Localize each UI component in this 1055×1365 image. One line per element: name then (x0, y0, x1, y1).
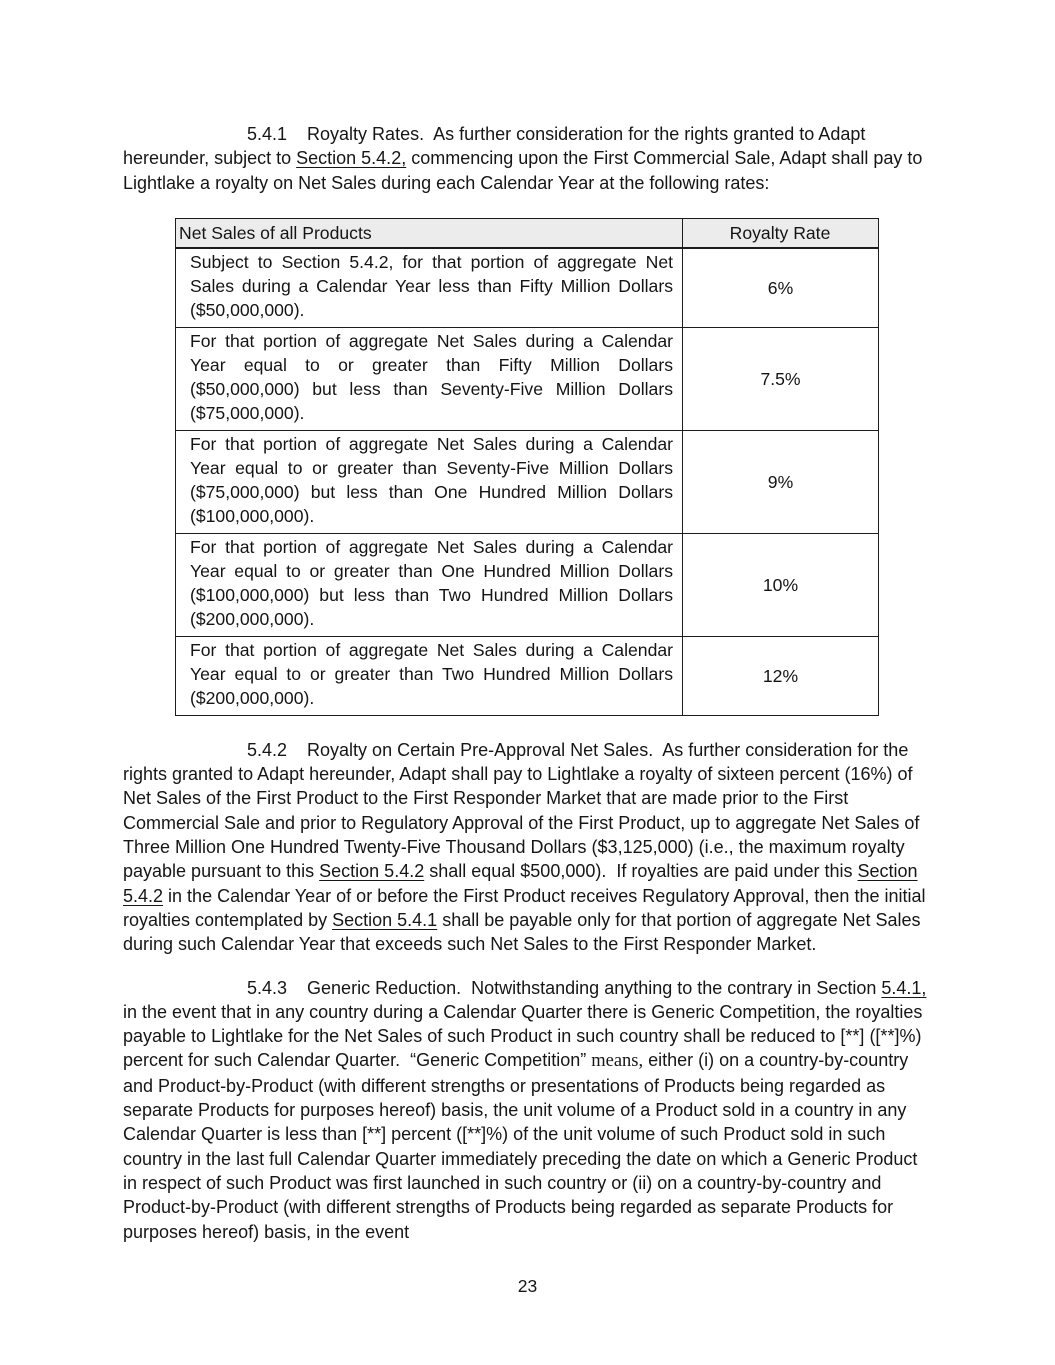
royalty-rate-cell: 12% (683, 636, 879, 715)
underlined-text-run: Section 5.4.2 (319, 861, 425, 882)
column-header-net-sales: Net Sales of all Products (176, 218, 683, 248)
paragraph-royalty-rates (123, 122, 932, 195)
net-sales-description-cell: Subject to Section 5.4.2, for that portion of aggregate Net Sales during a Calendar Year less than Fifty Million Dollars ($50,000,000). (176, 248, 683, 328)
table-row (176, 248, 879, 328)
net-sales-description-cell: For that portion of aggregate Net Sales during a Calendar Year equal to or greater than Seventy-Five Million Dollars ($75,000,000) but less than One Hundred Million Dollars ($100,000,000). (176, 430, 683, 533)
net-sales-description-cell: For that portion of aggregate Net Sales during a Calendar Year equal to or greater than Two Hundred Million Dollars ($200,000,000). (176, 636, 683, 715)
net-sales-description-cell: For that portion of aggregate Net Sales during a Calendar Year equal to or greater than Fifty Million Dollars ($50,000,000) but less than Seventy-Five Million Dollars ($75,000,000). (176, 327, 683, 430)
text-run: 5.4.2 Royalty on Certain Pre-Approval Net Sales. As further consideration for the rights granted to Adapt hereunder, Adapt shall pay to Lightlake a royalty of sixteen percent (16%) of Net Sales of the First Product to the First Responder Market that are made prior to the First Commercial Sale and prior to Regulatory Approval of the First Product, up to aggregate Net Sales of Three Million One Hundred Twenty-Five Thousand Dollars ($3,125,000) (i.e., the maximum royalty payable pursuant to this (123, 739, 920, 882)
royalty-rate-cell: 6% (683, 248, 879, 328)
table-row (176, 636, 879, 715)
royalty-rate-cell: 9% (683, 430, 879, 533)
underlined-text-run: 5.4.1, (881, 977, 927, 998)
table-body (176, 248, 879, 716)
table-header (176, 218, 879, 248)
paragraph-preapproval-royalty (123, 738, 932, 957)
text-run: commencing upon the First Commercial Sale, Adapt shall pay to Lightlake a royalty on Net Sales during each Calendar Year at the following rates: (123, 148, 923, 193)
net-sales-description-cell: For that portion of aggregate Net Sales during a Calendar Year equal to or greater than One Hundred Million Dollars ($100,000,000) but less than Two Hundred Million Dollars ($200,000,000). (176, 533, 683, 636)
serif-text-run: means, (591, 1051, 644, 1072)
table-header-row (176, 218, 879, 248)
royalty-rate-cell: 7.5% (683, 327, 879, 430)
text-run: in the event that in any country during a Calendar Quarter there is Generic Competition, the royalties payable to Lightlake for the Net Sales of such Product in such country shall be reduced to [**] ([**]%) percent for such Calendar Quarter. “Generic Competition” (123, 1001, 923, 1071)
column-header-royalty-rate: Royalty Rate (683, 218, 879, 248)
text-run: 5.4.1 Royalty Rates. As further consideration for the rights granted to Adapt hereunder, subject to (123, 124, 866, 169)
paragraph-generic-reduction (123, 976, 932, 1244)
page-content (123, 122, 932, 1244)
text-run: in the Calendar Year of or before the First Product receives Regulatory Approval, then the initial royalties contemplated by (123, 885, 926, 930)
text-run: 5.4.3 Generic Reduction. Notwithstanding anything to the contrary in Section (247, 977, 882, 998)
table-row (176, 533, 879, 636)
underlined-text-run: Section 5.4.1 (332, 909, 438, 930)
table-row (176, 327, 879, 430)
underlined-text-run: Section 5.4.2, (296, 148, 407, 169)
royalty-rate-cell: 10% (683, 533, 879, 636)
text-run: shall equal $500,000). If royalties are paid under this (424, 861, 858, 882)
table-row (176, 430, 879, 533)
text-run: either (i) on a country-by-country and Product-by-Product (with different strengths or presentations of Products being regarded as separate Products for purposes hereof) basis, the unit volume of a Product sold in a country in any Calendar Quarter is less than [**] percent ([**]%) of the unit volume of such Product sold in such country in the last full Calendar Quarter immediately preceding the date on which a Generic Product in respect of such Product was first launched in such country or (ii) on a country-by-country and Product-by-Product (with different strengths of Products being regarded as separate Products for purposes hereof) basis, in the event (123, 1050, 918, 1242)
royalty-rate-table (175, 218, 879, 716)
text-run: shall be payable only for that portion of aggregate Net Sales during such Calendar Year that exceeds such Net Sales to the First Responder Market. (123, 909, 921, 955)
underlined-text-run: Section 5.4.2 (123, 861, 918, 906)
page-number: 23 (517, 1276, 538, 1296)
